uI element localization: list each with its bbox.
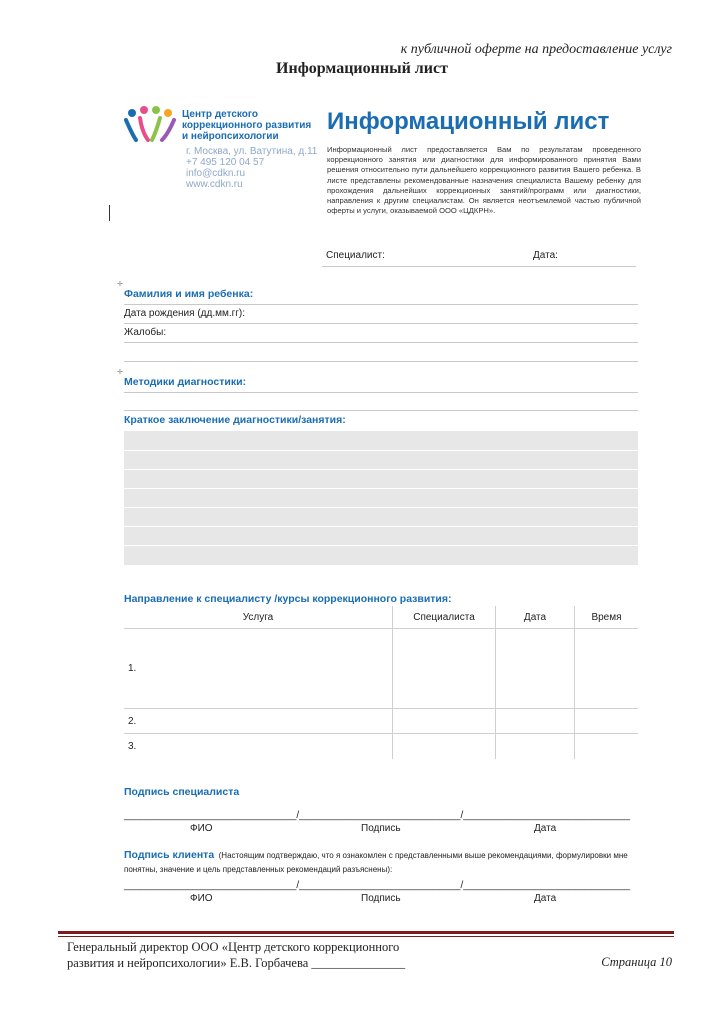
table-row xyxy=(124,734,638,759)
table-cell[interactable] xyxy=(393,709,496,734)
table-header-row xyxy=(124,606,638,629)
row-number: 1. xyxy=(124,629,393,709)
footer-line: развития и нейропсихологии» Е.В. Горбачева _______________ xyxy=(67,956,406,970)
divider xyxy=(124,410,638,411)
logo-name-line: Центр детского xyxy=(182,109,259,120)
column-header: Дата xyxy=(496,606,575,629)
page-number: Страница 10 xyxy=(601,955,672,969)
table-cell[interactable] xyxy=(496,734,575,759)
contact-site[interactable]: www.cdkn.ru xyxy=(186,179,243,190)
caption-date: Дата xyxy=(534,823,557,834)
caption-fio: ФИО xyxy=(190,823,213,834)
specialist-label: Специалист: xyxy=(326,250,385,261)
contacts xyxy=(186,146,317,190)
footer-director xyxy=(67,939,405,971)
contact-phone: +7 495 120 04 57 xyxy=(186,157,265,168)
table-cell[interactable] xyxy=(496,629,575,709)
caption-signature: Подпись xyxy=(361,893,401,904)
client-signature-note: (Настоящим подтверждаю, что я ознакомлен с представленными выше рекомендациями, формулировки мне понятны, значение и цель представленных рекомендаций разъяснены): xyxy=(124,851,628,874)
direction-section-title: Направление к специалисту /курсы коррекционного развития: xyxy=(124,593,452,605)
page-title: Информационный лист xyxy=(276,60,448,77)
row-number: 2. xyxy=(124,709,393,734)
table-cell[interactable] xyxy=(575,734,639,759)
sheet-title: Информационный лист xyxy=(327,108,610,135)
anchor-icon: ✛ xyxy=(117,281,123,288)
conclusion-field[interactable] xyxy=(124,431,638,565)
complaints-label: Жалобы: xyxy=(124,327,167,338)
divider xyxy=(124,304,638,305)
column-header: Специалиста xyxy=(393,606,496,629)
divider xyxy=(124,361,638,362)
table-cell[interactable] xyxy=(496,709,575,734)
divider xyxy=(124,392,638,393)
signature-line[interactable]: _______________________________/_____________________________/______________________________ xyxy=(124,810,631,821)
logo-name-line: и нейропсихологии xyxy=(182,131,279,142)
column-header: Услуга xyxy=(242,611,274,623)
footer-line: Генеральный директор ООО «Центр детского коррекционного xyxy=(67,940,400,954)
table-cell[interactable] xyxy=(575,709,639,734)
logo-name xyxy=(182,109,332,142)
footer-divider xyxy=(58,936,674,937)
caption-fio: ФИО xyxy=(190,893,213,904)
table-row xyxy=(124,709,638,734)
offer-note: к публичной оферте на предоставление услуг xyxy=(400,42,672,57)
divider xyxy=(322,266,636,267)
direction-table xyxy=(124,606,638,759)
contact-address: г. Москва, ул. Ватутина, д.11 xyxy=(186,146,318,157)
table-cell[interactable] xyxy=(393,734,496,759)
text-cursor xyxy=(109,205,110,221)
specialist-signature-title: Подпись специалиста xyxy=(124,786,240,798)
anchor-icon: ✛ xyxy=(117,369,123,376)
row-number: 3. xyxy=(124,734,393,759)
birth-date-label: Дата рождения (дд.мм.гг): xyxy=(124,308,246,319)
divider xyxy=(124,342,638,343)
logo-name-line: коррекционного развития xyxy=(182,120,312,131)
table-row xyxy=(124,629,638,709)
divider xyxy=(124,323,638,324)
client-signature-block xyxy=(124,848,638,876)
date-label: Дата: xyxy=(533,250,558,261)
caption-date: Дата xyxy=(534,893,557,904)
intro-text: Информационный лист предоставляется Вам по результатам проведенного коррекционного занятия или диагностики для информированного принятия Вами решения относительно пути дальнейшего коррекционного развития Вашего ребенка. В листе представлены рекомендованные назначения специалиста Вашему ребенку для прохождения дальнейших коррекционных занятий/программ или диагностики, направления к другим специалистам. Он является неотъемлемой частью публичной оферты и услуги, оказываемой ООО «ЦДКРН». xyxy=(327,145,641,216)
client-signature-title: Подпись клиента xyxy=(124,849,215,861)
table-cell[interactable] xyxy=(393,629,496,709)
signature-line[interactable]: _______________________________/_____________________________/______________________________ xyxy=(124,880,631,891)
conclusion-section-title: Краткое заключение диагностики/занятия: xyxy=(124,414,346,426)
methods-section-title: Методики диагностики: xyxy=(124,376,247,388)
table-cell[interactable] xyxy=(575,629,639,709)
footer-divider xyxy=(58,931,674,934)
column-header: Время xyxy=(575,606,639,629)
contact-email[interactable]: info@cdkn.ru xyxy=(186,168,246,179)
logo-icon xyxy=(122,104,184,144)
child-section-title: Фамилия и имя ребенка: xyxy=(124,288,254,300)
caption-signature: Подпись xyxy=(361,823,401,834)
